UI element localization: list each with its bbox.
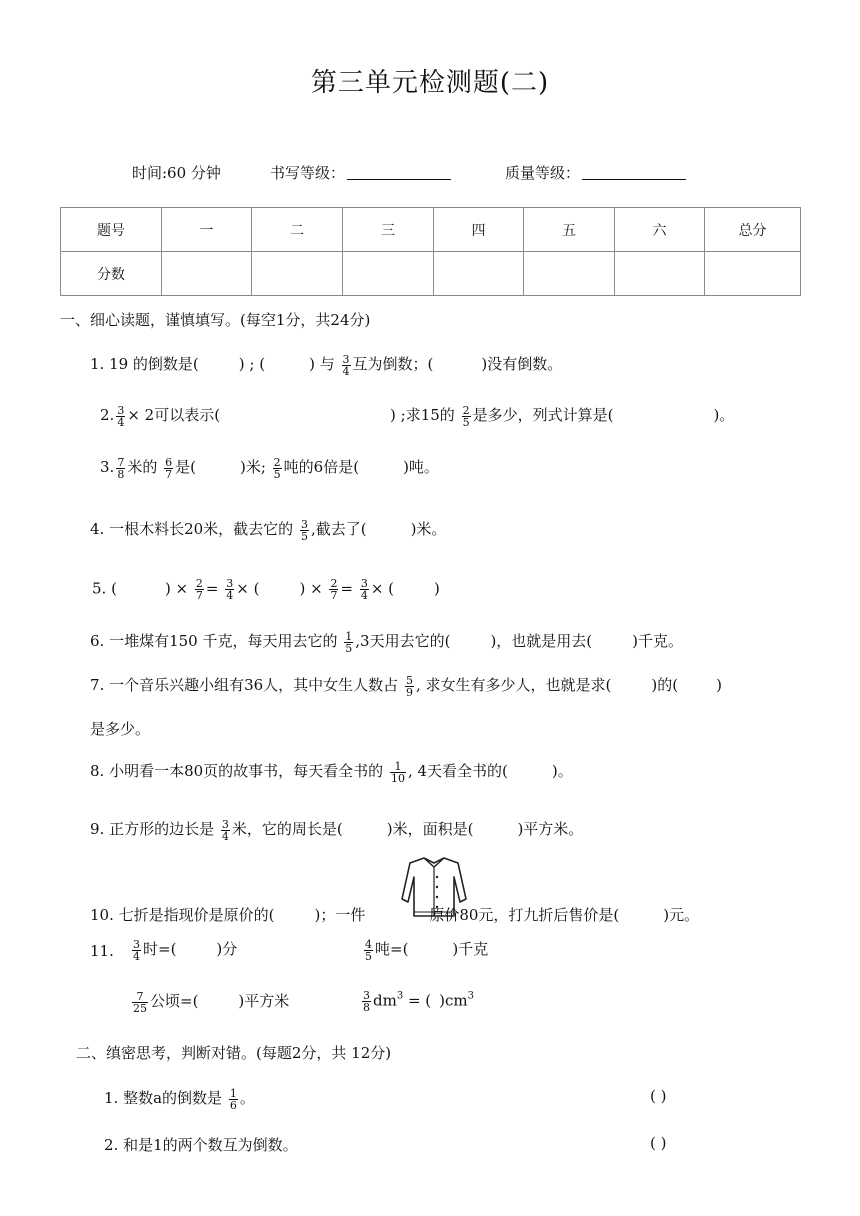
q-text: 4. 一根木料长20米，截去它的 [90, 520, 294, 538]
question-2-2: 2. 和是1的两个数互为倒数。 [104, 1136, 298, 1154]
writing-grade-label: 书写等级： [270, 164, 346, 182]
q-text: 。 [239, 1089, 255, 1107]
q-text: 7. 一个音乐兴趣小组有36人，其中女生人数占 [90, 676, 399, 694]
q-text: 5. ( [92, 579, 117, 598]
question-1-7-cont: 是多少。 [90, 720, 151, 738]
score-input-cell[interactable] [705, 252, 801, 296]
q-text: 吨=( [375, 940, 409, 958]
score-cell: 题号 [61, 208, 162, 252]
q-text: × ( [370, 579, 395, 598]
score-input-cell[interactable] [162, 252, 252, 296]
q-text: 3. [100, 458, 115, 476]
fraction: $\frac{3}{4}$ [342, 352, 350, 378]
q-text: 8. 小明看一本80页的故事书，每天看全书的 [90, 762, 384, 780]
q-text: )。 [551, 762, 573, 780]
q-text: × 2可以表示( [127, 406, 221, 424]
fraction: $\frac{2}{5}$ [273, 455, 281, 481]
q-text: )cm [439, 991, 468, 1010]
fraction: $\frac{7}{25}$ [133, 989, 147, 1015]
q-text: , 4天看全书的( [407, 762, 508, 780]
score-cell: 五 [524, 208, 615, 252]
q-text: 吨的6倍是( [283, 458, 360, 476]
score-cell: 四 [434, 208, 524, 252]
score-input-cell[interactable] [343, 252, 434, 296]
question-2-1 [104, 1087, 255, 1111]
quality-grade [505, 162, 686, 183]
score-input-cell[interactable] [252, 252, 343, 296]
q-text: ) [716, 676, 722, 694]
q-text: )；一件 [314, 906, 366, 924]
q-text: )千克 [452, 940, 489, 958]
writing-grade [270, 162, 451, 183]
q-text: 公顷=( [150, 992, 199, 1010]
q-text: )分 [216, 940, 238, 958]
fraction: $\frac{3}{4}$ [117, 403, 125, 429]
fraction: $\frac{3}{8}$ [363, 989, 370, 1014]
score-input-cell[interactable] [615, 252, 705, 296]
question-1-5 [92, 578, 440, 601]
question-1-8 [90, 760, 573, 784]
q-text: = [340, 579, 354, 598]
judge-answer-box[interactable]: ( ) [650, 1087, 667, 1105]
q-text: = ( [403, 991, 432, 1010]
q-text: )米; [239, 458, 266, 476]
question-1-11-a [130, 938, 237, 962]
q-text: 米的 [127, 458, 158, 476]
score-input-cell[interactable] [434, 252, 524, 296]
q-text: ) 与 [309, 355, 335, 373]
superscript: 3 [467, 990, 475, 1002]
fraction: $\frac{2}{7}$ [330, 577, 338, 602]
q-text: ) [434, 579, 440, 598]
fraction: $\frac{3}{4}$ [221, 817, 229, 843]
q-text: 9. 正方形的边长是 [90, 820, 215, 838]
score-cell: 一 [162, 208, 252, 252]
q-text: 1. 整数a的倒数是 [104, 1089, 223, 1107]
q-text: ,截去了( [310, 520, 367, 538]
fraction: $\frac{2}{5}$ [462, 403, 470, 429]
q-text: 1. 19 的倒数是( [90, 355, 199, 373]
q-text: 米，它的周长是( [231, 820, 343, 838]
q-text: ,3天用去它的( [355, 632, 451, 650]
fraction: $\frac{7}{8}$ [117, 455, 125, 481]
question-1-7 [90, 674, 722, 698]
fraction: $\frac{1}{10}$ [390, 759, 405, 785]
fraction: $\frac{3}{4}$ [133, 937, 140, 963]
fraction: $\frac{5}{9}$ [405, 673, 413, 699]
question-1-3 [100, 456, 439, 480]
exam-time: 时间:60 分钟 [132, 164, 221, 182]
question-1-11-number: 11. [90, 942, 114, 960]
question-1-10 [90, 904, 699, 925]
q-text: )平方米 [238, 992, 290, 1010]
quality-grade-blank[interactable] [582, 165, 686, 180]
writing-grade-blank[interactable] [347, 165, 451, 180]
q-text: ) ; ( [238, 355, 266, 373]
q-text: 6. 一堆煤有150 千克，每天用去它的 [90, 632, 338, 650]
q-text: 原价80元，打九折后售价是( [429, 906, 620, 924]
fraction: $\frac{1}{5}$ [345, 629, 353, 655]
q-text: )米，面积是( [386, 820, 474, 838]
score-table-header-row [61, 208, 801, 252]
q-text: , 求女生有多少人，也就是求( [415, 676, 612, 694]
question-1-11-d [360, 990, 474, 1013]
q-text: ) × [299, 579, 323, 598]
question-1-4 [90, 518, 446, 542]
fraction: $\frac{2}{7}$ [195, 577, 203, 602]
question-1-9 [90, 818, 583, 842]
q-text: )。 [713, 406, 735, 424]
score-cell: 二 [252, 208, 343, 252]
fraction: $\frac{3}{4}$ [360, 577, 368, 602]
score-table [60, 207, 801, 296]
score-cell: 总分 [705, 208, 801, 252]
q-text: )米。 [410, 520, 447, 538]
question-1-2 [100, 404, 734, 428]
q-text: 10. 七折是指现价是原价的( [90, 906, 275, 924]
fraction: $\frac{3}{5}$ [300, 517, 308, 543]
question-1-1 [90, 353, 562, 377]
q-text: 是多少，列式计算是( [472, 406, 614, 424]
q-text: 互为倒数；( [352, 355, 434, 373]
fraction: $\frac{6}{7}$ [165, 455, 173, 481]
question-1-6 [90, 630, 683, 654]
judge-answer-box[interactable]: ( ) [650, 1134, 667, 1152]
score-cell: 六 [615, 208, 705, 252]
question-1-11-c [130, 990, 289, 1014]
question-1-11-b [362, 938, 488, 962]
score-row-label: 分数 [61, 252, 162, 296]
q-text: = [205, 579, 219, 598]
q-text: 时=( [143, 940, 177, 958]
score-input-cell[interactable] [524, 252, 615, 296]
quality-grade-label: 质量等级： [505, 164, 581, 182]
fraction: $\frac{4}{5}$ [365, 937, 372, 963]
q-text: )的( [651, 676, 679, 694]
q-text: ) × [164, 579, 189, 598]
q-text: )元。 [663, 906, 700, 924]
q-text: dm [373, 991, 397, 1010]
section-2-heading: 二、缜密思考，判断对错。(每题2分，共 12分) [76, 1044, 392, 1062]
section-1-heading: 一、细心读题，谨慎填写。(每空1分，共24分) [60, 311, 371, 329]
score-cell: 三 [343, 208, 434, 252]
fraction: $\frac{1}{6}$ [229, 1086, 237, 1112]
q-text: × ( [236, 579, 260, 598]
q-text: )千克。 [632, 632, 684, 650]
superscript: 3 [396, 990, 404, 1002]
q-text: 2. [100, 406, 115, 424]
q-text: ) ;求15的 [390, 406, 455, 424]
q-text: )吨。 [403, 458, 439, 476]
page-title: 第三单元检测题(二) [310, 68, 550, 98]
score-table-score-row [61, 252, 801, 296]
fraction: $\frac{3}{4}$ [226, 577, 234, 602]
q-text: )没有倒数。 [481, 355, 563, 373]
q-text: )，也就是用去( [490, 632, 593, 650]
q-text: 是( [175, 458, 196, 476]
q-text: )平方米。 [517, 820, 584, 838]
